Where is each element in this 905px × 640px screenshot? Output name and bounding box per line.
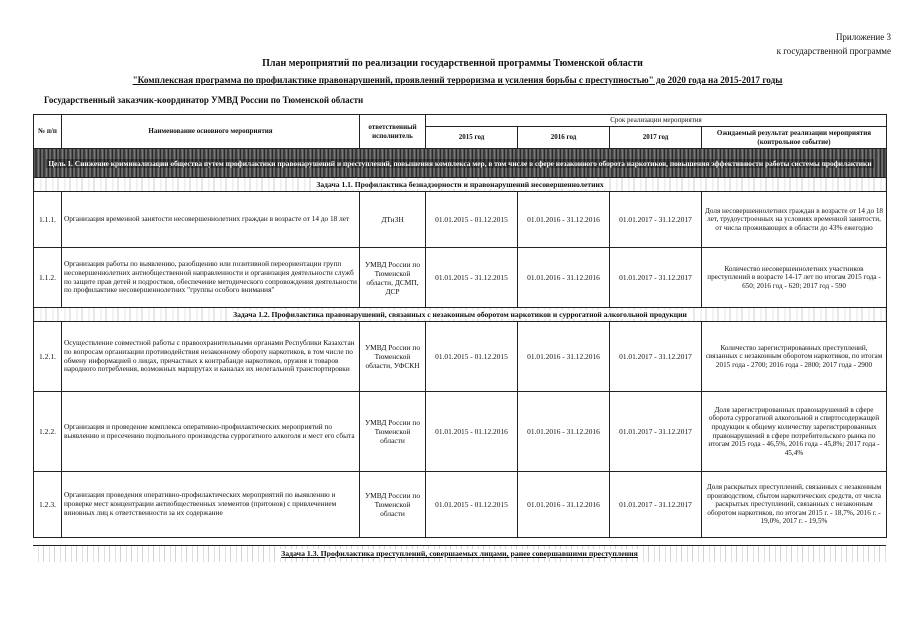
row-date-2015: 01.01.2015 - 31.12.2015 (426, 248, 518, 308)
row-executor: УМВД России по Тюменской области (360, 472, 426, 538)
row-date-2016: 01.01.2016 - 31.12.2016 (518, 472, 610, 538)
state-customer: Государственный заказчик-координатор УМВД России по Тюменской области (44, 95, 364, 105)
table-row (34, 392, 887, 472)
row-date-2015: 01.01.2015 - 01.12.2015 (426, 472, 518, 538)
row-num: 1.1.1. (34, 192, 62, 248)
task-row-1-3 (33, 545, 886, 562)
appendix-line-2: к государственной программе (776, 46, 891, 56)
row-date-2015: 01.01.2015 - 01.12.2015 (426, 322, 518, 392)
row-num: 1.1.2. (34, 248, 62, 308)
row-date-2017: 01.01.2017 - 31.12.2017 (610, 248, 702, 308)
col-result-header: Ожидаемый результат реализации мероприятия (контрольное событие) (702, 127, 887, 149)
task-text-1-1: Задача 1.1. Профилактика безнадзорности и правонарушений несовершеннолетних (313, 180, 606, 189)
row-name: Организация временной занятости несовершеннолетних граждан в возрасте от 14 до 18 лет (62, 192, 360, 248)
table-row (34, 248, 887, 308)
row-num: 1.2.2. (34, 392, 62, 472)
table-row (34, 472, 887, 538)
header-row-1 (34, 115, 887, 127)
task-cell-1-1 (34, 178, 887, 192)
row-date-2016: 01.01.2016 - 31.12.2016 (518, 392, 610, 472)
col-num-header: № п/п (34, 115, 62, 149)
row-date-2016: 01.01.2016 - 31.12.2016 (518, 248, 610, 308)
row-num: 1.2.3. (34, 472, 62, 538)
task-row-1-1 (34, 178, 887, 192)
col-period-header: Срок реализации мероприятия (426, 115, 887, 127)
task-cell-1-2 (34, 308, 887, 322)
col-2016-header: 2016 год (518, 127, 610, 149)
row-date-2017: 01.01.2017 - 31.12.2017 (610, 322, 702, 392)
col-name-header: Наименование основного мероприятия (62, 115, 360, 149)
row-name: Организация и проведение комплекса оперативно-профилактических мероприятий по выявлению и пресечению подпольного производства суррогатного алкоголя и мест его сбыта (62, 392, 360, 472)
plan-title: План мероприятий по реализации государственной программы Тюменской области (262, 58, 643, 69)
program-subtitle-text: "Комплексная программа по профилактике правонарушений, проявлений терроризма и усиления борьбы с преступностью" до 2020 года на 2015-2017 годы (132, 75, 783, 85)
row-name: Осуществление совместной работы с правоохранительными органами Республики Казахстан по вопросам организации противодействия незаконному обороту наркотиков, в том числе по обмену информацией о лицах, причастных к контрабанде наркотиков, оружия и товаров народного потребления, возможных маршрутах и каналах их нелегальной транспортировки (62, 322, 360, 392)
row-date-2017: 01.01.2017 - 31.12.2017 (610, 392, 702, 472)
col-executor-header: ответственный исполнитель (360, 115, 426, 149)
row-executor: УМВД России по Тюменской области, УФСКН (360, 322, 426, 392)
row-result: Количество зарегистрированных преступлений, связанных с незаконным оборотом наркотиков, по итогам 2015 года - 2700; 2016 года - 2800; 2017 года - 2900 (702, 322, 887, 392)
task-text-1-2: Задача 1.2. Профилактика правонарушений, связанных с незаконным оборотом наркотиков и суррогатной алкогольной продукции (230, 310, 690, 319)
goal-cell (34, 149, 887, 178)
row-executor: УМВД России по Тюменской области, ДСМП, ДСР (360, 248, 426, 308)
row-date-2017: 01.01.2017 - 31.12.2017 (610, 192, 702, 248)
col-2017-header: 2017 год (610, 127, 702, 149)
row-executor: УМВД России по Тюменской области (360, 392, 426, 472)
row-executor: ДТиЗН (360, 192, 426, 248)
row-name: Организация проведения оперативно-профилактических мероприятий по выявлению и проверке мест концентрации антиобщественных элементов (притонов) с привлечением виновных лиц к ответственности за их содержание (62, 472, 360, 538)
row-date-2015: 01.01.2015 - 01.12.2015 (426, 192, 518, 248)
col-2015-header: 2015 год (426, 127, 518, 149)
task-text-1-3: Задача 1.3. Профилактика преступлений, совершаемых лицами, ранее совершавшими преступления (278, 549, 641, 558)
appendix-line-1: Приложение 3 (835, 32, 891, 42)
appendix-note (777, 30, 891, 58)
row-date-2015: 01.01.2015 - 01.12.2016 (426, 392, 518, 472)
row-date-2017: 01.01.2017 - 31.12.2017 (610, 472, 702, 538)
row-name: Организация работы по выявлению, разобщению или позитивной переориентации групп несовершеннолетних антиобщественной направленности и организация деятельности служб по защите прав детей и подростков, обеспечение методического сопровождения деятельности по профилактике несовершеннолетних "группы особого внимания" (62, 248, 360, 308)
goal-row (34, 149, 887, 178)
row-result: Количество несовершеннолетних участников преступлений в возрасте 14-17 лет по итогам 2015 года - 650; 2016 год - 620; 2017 год - 590 (702, 248, 887, 308)
plan-table (33, 114, 887, 538)
row-result: Доля несовершеннолетних граждан в возрасте от 14 до 18 лет, трудоустроенных на условиях временной занятости, от числа проживающих в области до 43% ежегодно (702, 192, 887, 248)
task-row-1-2 (34, 308, 887, 322)
row-num: 1.2.1. (34, 322, 62, 392)
row-date-2016: 01.01.2016 - 31.12.2016 (518, 322, 610, 392)
row-result: Доля раскрытых преступлений, связанных с незаконным производством, сбытом наркотических средств, от числа раскрытых преступлений, связанных с незаконным оборотом наркотиков, по итогам 2015 г. - 18,7%, 2016 г. - 19,0%, 2017 г. - 19,5% (702, 472, 887, 538)
row-date-2016: 01.01.2016 - 31.12.2016 (518, 192, 610, 248)
row-result: Доля зарегистрированных правонарушений в сфере оборота суррогатной алкогольной и спиртосодержащей продукции к общему количеству зарегистрированных правонарушений в сфере потребительского рынка по итогам 2015 года - 46,5%, 2016 года - 45,8%; 2017 года - 45,4% (702, 392, 887, 472)
table-row (34, 192, 887, 248)
program-subtitle (30, 75, 885, 85)
table-row (34, 322, 887, 392)
goal-text: Цель 1. Снижение криминализации общества путем профилактики правонарушений и преступлений, повышения комплекса мер, в том числе в сфере незаконного оборота наркотиков, повышения эффективности работы системы профилактики (48, 158, 872, 168)
